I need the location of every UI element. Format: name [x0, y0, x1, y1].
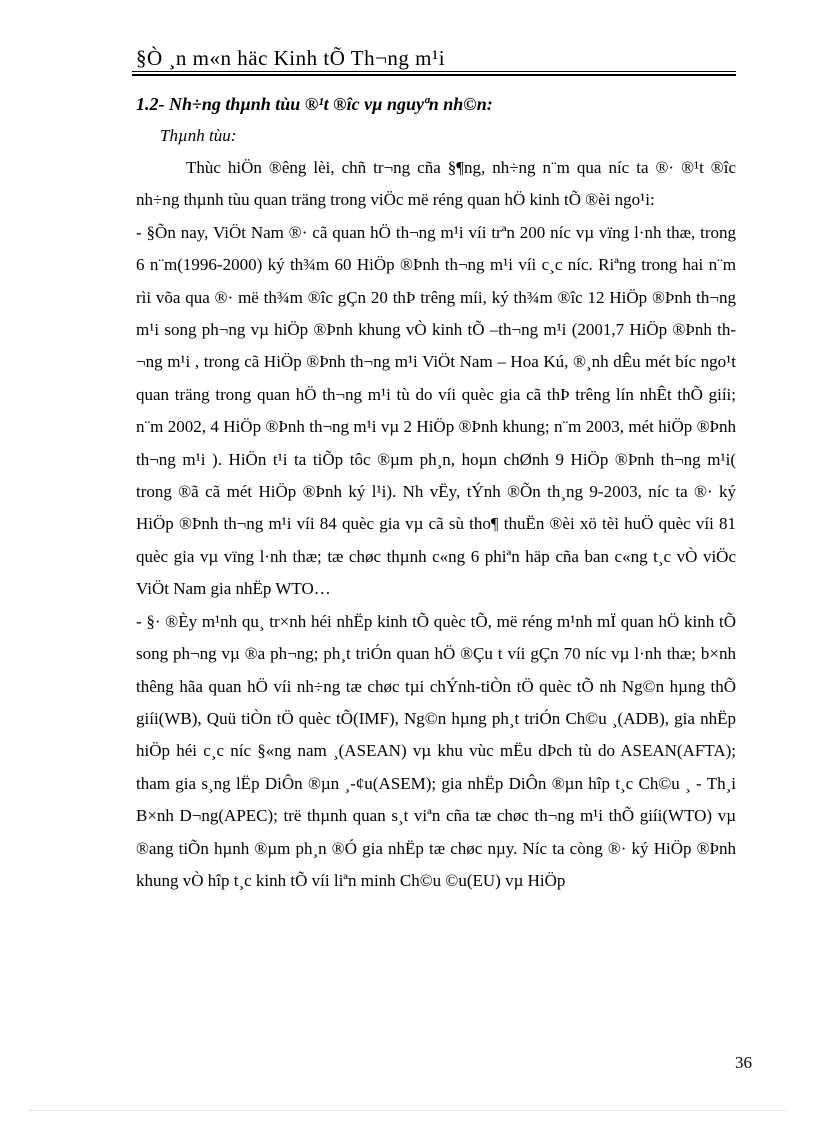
- running-header-title: §Ò ¸n m«n häc Kinh tÕ Th¬ng m¹i: [136, 46, 446, 70]
- paragraph-trade-agreements: - §Õn nay, ViÖt Nam ®· cã quan hÖ th¬ng m¹i víi trªn 200 níc vµ vïng l·nh thæ, trong 6 n¨m(1996-2000) ký th¾m 60 HiÖp ®Þnh th¬ng m¹i víi c¸c níc. Riªng trong hai n¨m rìi võa qua ®· më th¾m ®îc gÇn 20 thÞ trêng míi, ký th¾m ®îc 12 HiÖp ®Þnh th¬ng m¹i song ph¬ng vµ hiÖp ®Þnh khung vÒ kinh tÕ –th¬ng m¹i (2001,7 HiÖp ®Þnh th¬ng m¹i , trong cã HiÖp ®Þnh th¬ng m¹i ViÖt Nam – Hoa Kú, ®¸nh dÊu mét bíc ngo¹t quan träng trong quan hÖ th¬ng m¹i tù do víi quèc gia cã thÞ trêng lín nhÊt thÕ giíi; n¨m 2002, 4 HiÖp ®Þnh th¬ng m¹i vµ 2 HiÖp ®Þnh khung; n¨m 2003, mét hiÖp ®Þnh th¬ng m¹i ). HiÖn t¹i ta tiÕp tôc ®µm ph¸n, hoµn chØnh 9 HiÖp ®Þnh th¬ng m¹i( trong ®ã cã mét HiÖp ®Þnh ký l¹i). Nh vËy, tÝnh ®Õn th¸ng 9-2003, níc ta ®· ký HiÖp ®Þnh th¬ng m¹i víi 84 quèc gia vµ cã sù tho¶ thuËn ®èi xö tèi huÖ quèc víi 81 quèc gia vµ vïng l·nh thæ; tæ chøc thµnh c«ng 6 phiªn häp cña ban c«ng t¸c vÒ viÖc ViÖt Nam gia nhËp WTO…: [136, 222, 736, 599]
- subsection-heading: Thµnh tùu:: [160, 126, 237, 145]
- section-heading: 1.2- Nh÷ng thµnh tùu ®¹t ®îc vµ nguyªn nh©n:: [136, 94, 493, 114]
- paragraph-integration: - §· ®Èy m¹nh qu¸ tr×nh héi nhËp kinh tÕ quèc tÕ, më réng m¹nh mÏ quan hÖ kinh tÕ song ph¬ng vµ ®a ph¬ng; ph¸t triÓn quan hÖ ®Çu t víi gÇn 70 níc vµ l·nh thæ; b×nh thêng hãa quan hÖ víi nh÷ng tæ chøc tµi chÝnh-tiÒn tÖ quèc tÕ nh Ng©n hµng thÕ giíi(WB), Quü tiÒn tÖ quèc tÕ(IMF), Ng©n hµng ph¸t triÓn Ch©u ¸(ADB), gia nhËp hiÖp héi c¸c níc §«ng nam ¸(ASEAN) vµ khu vùc mËu dÞch tù do ASEAN(AFTA); tham gia s¸ng lËp DiÔn ®µn ¸-¢u(ASEM); gia nhËp DiÔn ®µn hîp t¸c Ch©u ¸ - Th¸i B×nh D¬ng(APEC); trë thµnh quan s¸t viªn cña tæ chøc th¬ng m¹i thÕ giíi(WTO) vµ ®ang tiÕn hµnh ®µm ph¸n ®Ó gia nhËp tæ chøc nµy. Níc ta còng ®· ký HiÖp ®Þnh khung vÒ hîp t¸c kinh tÕ víi liªn minh Ch©u ©u(EU) vµ HiÖp: [136, 611, 736, 890]
- body-text: [136, 152, 736, 897]
- page-number: 36: [735, 1053, 752, 1072]
- footer-dotted-line: [30, 1110, 786, 1111]
- paragraph-intro: Thùc hiÖn ®êng lèi, chñ tr¬ng cña §¶ng, nh÷ng n¨m qua níc ta ®· ®¹t ®îc nh÷ng thµnh tùu quan träng trong viÖc më réng quan hÖ kinh tÕ ®èi ngo¹i:: [136, 158, 736, 210]
- header-rule-thin: [132, 71, 736, 72]
- header-rule-thick: [132, 74, 736, 76]
